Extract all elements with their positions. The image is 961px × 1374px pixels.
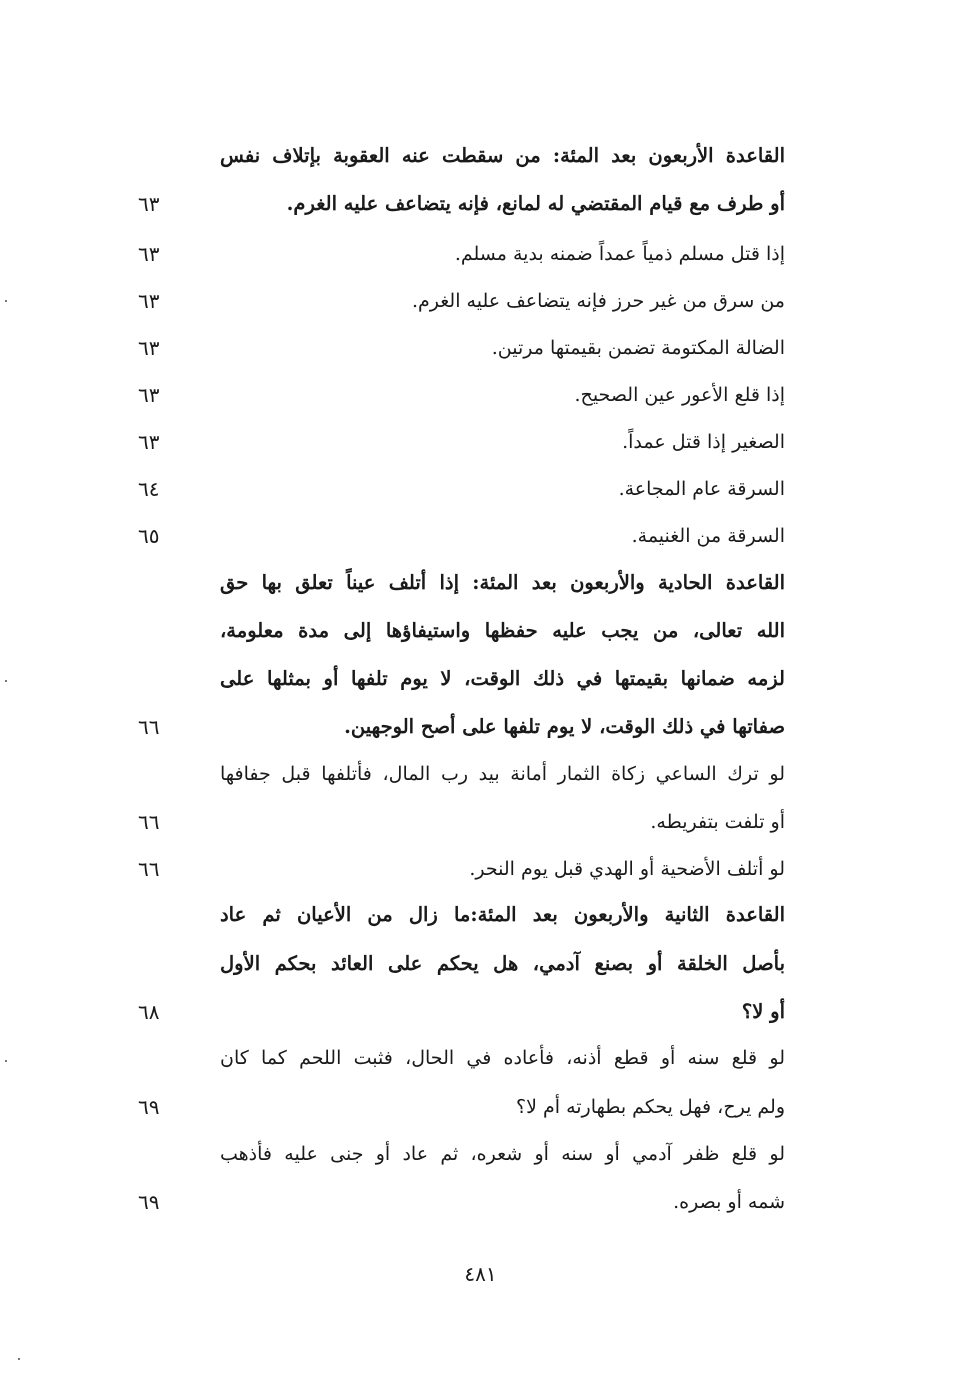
- index-heading-text: الله تعالى، من يجب عليه حفظها واستيفاؤها إلى مدة معلومة،: [220, 619, 785, 642]
- index-heading-text: القاعدة الأربعون بعد المئة: من سقطت عنه العقوبة بإتلاف نفس: [220, 144, 785, 167]
- scan-speck: [5, 680, 7, 682]
- page-reference: ٦٩: [138, 1095, 160, 1119]
- index-line: [120, 847, 785, 891]
- index-heading-text: بأصل الخلقة أو بصنع آدمي، هل يحكم على العائد بحكم الأول: [220, 952, 785, 975]
- index-heading-text: لزمه ضمانها بقيمتها في ذلك الوقت، لا يوم تلفها أو بمثلها على: [220, 667, 785, 690]
- page-number: ٤٨١: [464, 1262, 497, 1286]
- index-heading-text: القاعدة الثانية والأربعون بعد المئة:ما زال من الأعيان ثم عاد: [220, 903, 785, 926]
- index-line: [120, 326, 785, 370]
- index-entry-text: الضالة المكتومة تضمن بقيمتها مرتين.: [491, 337, 785, 359]
- scan-speck: [18, 1358, 20, 1360]
- index-heading-text: القاعدة الحادية والأربعون بعد المئة: إذا أتلف عيناً تعلق بها حق: [220, 571, 785, 594]
- index-line: [120, 279, 785, 323]
- page-reference: ٦٣: [138, 430, 160, 454]
- page-reference: ٦٨: [138, 1000, 160, 1024]
- index-line: [120, 1036, 785, 1080]
- index-entry-text: الصغير إذا قتل عمداً.: [622, 431, 785, 453]
- index-entry-text: ولم يرح، فهل يحكم بطهارته أم لا؟: [516, 1096, 785, 1118]
- index-line: [120, 990, 785, 1034]
- index-entry-text: لو ترك الساعي زكاة الثمار أمانة بيد رب المال، فأتلفها قبل جفافها: [220, 763, 785, 785]
- page-reference: ٦٤: [138, 477, 160, 501]
- page-reference: ٦٩: [138, 1190, 160, 1214]
- index-line: [120, 942, 785, 986]
- page-reference: ٦٥: [138, 524, 160, 548]
- index-entry-text: إذا قلع الأعور عين الصحيح.: [574, 384, 785, 406]
- index-entry-text: لو أتلف الأضحية أو الهدي قبل يوم النحر.: [469, 858, 785, 880]
- scan-speck: [5, 300, 7, 302]
- index-heading-text: أو طرف مع قيام المقتضي له لمانع، فإنه يتضاعف عليه الغرم.: [286, 192, 785, 215]
- index-line: [120, 182, 785, 226]
- index-line: [120, 1085, 785, 1129]
- index-line: [120, 893, 785, 937]
- index-entry-text: لو قلع ظفر آدمي أو سنه أو شعره، ثم عاد أو جنى عليه فأذهب: [220, 1143, 785, 1165]
- index-line: [120, 752, 785, 796]
- index-line: [120, 1180, 785, 1224]
- index-line: [120, 609, 785, 653]
- page-reference: ٦٣: [138, 242, 160, 266]
- index-line: [120, 514, 785, 558]
- page-reference: ٦٣: [138, 289, 160, 313]
- page-reference: ٦٦: [138, 810, 160, 834]
- index-heading-text: أو لا؟: [741, 1000, 785, 1023]
- index-line: [120, 657, 785, 701]
- index-entry-text: السرقة من الغنيمة.: [631, 525, 785, 547]
- index-line: [120, 705, 785, 749]
- index-entry-text: شمه أو بصره.: [673, 1191, 785, 1213]
- index-entry-text: أو تلفت بتفريطه.: [650, 811, 785, 833]
- index-line: [120, 467, 785, 511]
- index-entry-text: لو قلع سنه أو قطع أذنه، فأعاده في الحال، فثبت اللحم كما كان: [220, 1047, 785, 1069]
- index-line: [120, 373, 785, 417]
- index-line: [120, 1132, 785, 1176]
- index-line: [120, 134, 785, 178]
- page-reference: ٦٣: [138, 383, 160, 407]
- page-reference: ٦٦: [138, 715, 160, 739]
- index-entry-text: إذا قتل مسلم ذمياً عمداً ضمنه بدية مسلم.: [454, 243, 785, 265]
- index-entry-text: السرقة عام المجاعة.: [618, 478, 785, 500]
- index-heading-text: صفاتها في ذلك الوقت، لا يوم تلفها على أصح الوجهين.: [344, 715, 785, 738]
- page-reference: ٦٣: [138, 336, 160, 360]
- scan-speck: [5, 1060, 7, 1062]
- page-reference: ٦٦: [138, 857, 160, 881]
- page-reference: ٦٣: [138, 192, 160, 216]
- index-line: [120, 420, 785, 464]
- index-line: [120, 561, 785, 605]
- index-entry-text: من سرق من غير حرز فإنه يتضاعف عليه الغرم.: [411, 290, 785, 312]
- index-line: [120, 800, 785, 844]
- index-line: [120, 232, 785, 276]
